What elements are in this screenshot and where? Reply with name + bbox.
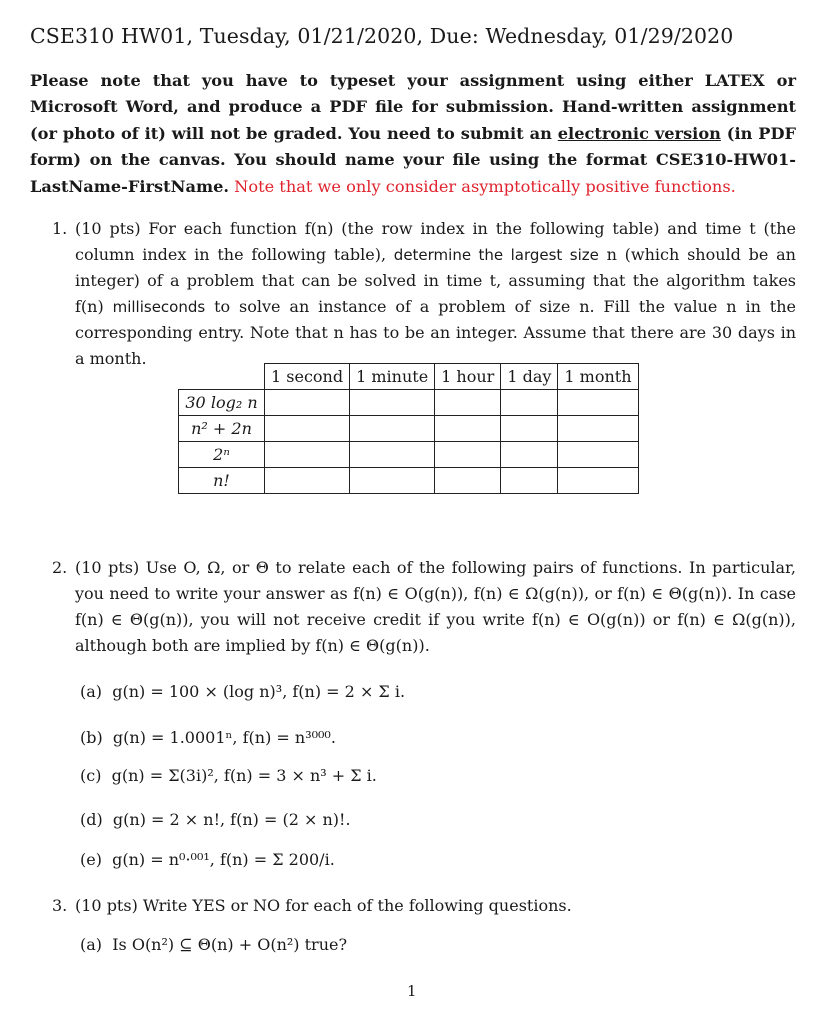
growth-table bbox=[178, 363, 639, 494]
column-header: 1 hour bbox=[435, 364, 501, 390]
sub-item-label: (c) bbox=[80, 766, 102, 785]
row-label: 30 log₂ n bbox=[179, 390, 265, 416]
intro-text-1: Please note that you have to typeset your assignment using either LATEX or Microsoft Word, and produce a PDF file for submission. Hand-written assignment (or photo of it) will not be graded. You need to submit an bbox=[30, 71, 796, 143]
sub-item-expr: g(n) = 1.0001ⁿ, f(n) = n³⁰⁰⁰. bbox=[112, 728, 336, 747]
intro-paragraph bbox=[30, 68, 796, 200]
sub-item bbox=[80, 935, 347, 954]
sub-item-expr: g(n) = 100 × (log n)³, f(n) = 2 × Σ i. bbox=[112, 682, 406, 701]
table-cell[interactable] bbox=[558, 468, 638, 494]
row-label: n² + 2n bbox=[179, 416, 265, 442]
table-cell[interactable] bbox=[350, 390, 435, 416]
question-1 bbox=[52, 216, 796, 372]
question-1-text-sans2: milliseconds bbox=[112, 298, 206, 316]
table-cell[interactable] bbox=[350, 468, 435, 494]
table-cell[interactable] bbox=[558, 390, 638, 416]
table-corner bbox=[179, 364, 265, 390]
sub-item-expr: Is O(n²) ⊆ Θ(n) + O(n²) true? bbox=[112, 935, 348, 954]
question-2-number: 2. bbox=[52, 558, 68, 577]
question-2-text: (10 pts) Use O, Ω, or Θ to relate each of the following pairs of functions. In particular, you need to write your answer as f(n) ∈ O(g(n)), f(n) ∈ Ω(g(n)), or f(n) ∈ Θ(g(n)). In case f(n) ∈ Θ(g(n)), you will not receive credit if you write f(n) ∈ O(g(n)) or f(n) ∈ Ω(g(n)), although both are implied by f(n) ∈ Θ(g(n)). bbox=[75, 558, 796, 655]
table-cell[interactable] bbox=[350, 442, 435, 468]
page-title: CSE310 HW01, Tuesday, 01/21/2020, Due: Wednesday, 01/29/2020 bbox=[30, 24, 734, 48]
question-1-number: 1. bbox=[52, 219, 68, 238]
sub-item-label: (d) bbox=[80, 810, 103, 829]
column-header: 1 day bbox=[501, 364, 558, 390]
row-label: n! bbox=[179, 468, 265, 494]
table-cell[interactable] bbox=[435, 468, 501, 494]
question-3 bbox=[52, 893, 796, 919]
table-cell[interactable] bbox=[558, 442, 638, 468]
table-cell[interactable] bbox=[435, 442, 501, 468]
table-header-row bbox=[179, 364, 639, 390]
table-cell[interactable] bbox=[265, 390, 350, 416]
table-row bbox=[179, 442, 639, 468]
red-note: Note that we only consider asymptotically positive functions. bbox=[234, 176, 736, 196]
table-cell[interactable] bbox=[265, 442, 350, 468]
table-cell[interactable] bbox=[435, 390, 501, 416]
question-1-text-a: (10 pts) For each function f(n) (the row index in the following table) and time t (the column index in the following table), bbox=[75, 219, 796, 264]
question-2 bbox=[52, 555, 796, 659]
table-cell[interactable] bbox=[265, 416, 350, 442]
intro-text-2: (in PDF form) on the canvas. You should name your file using the format CSE310-HW01-LastName-FirstName. bbox=[30, 123, 796, 196]
row-label: 2ⁿ bbox=[179, 442, 265, 468]
table-row bbox=[179, 390, 639, 416]
table-cell[interactable] bbox=[501, 442, 558, 468]
table-cell[interactable] bbox=[265, 468, 350, 494]
sub-item-label: (a) bbox=[80, 682, 103, 701]
question-1-text-c: to solve an instance of a problem of size n. Fill the value n in the corresponding entry. Note that n has to be an integer. Assume that there are 30 days in a month. bbox=[75, 297, 797, 368]
column-header: 1 second bbox=[265, 364, 350, 390]
table-row bbox=[179, 416, 639, 442]
sub-item bbox=[80, 728, 336, 747]
table-cell[interactable] bbox=[501, 390, 558, 416]
table-cell[interactable] bbox=[558, 416, 638, 442]
sub-item bbox=[80, 766, 377, 785]
question-3-text: (10 pts) Write YES or NO for each of the following questions. bbox=[75, 896, 572, 915]
sub-item-label: (b) bbox=[80, 728, 103, 747]
table-cell[interactable] bbox=[501, 468, 558, 494]
table-cell[interactable] bbox=[350, 416, 435, 442]
sub-item-label: (a) bbox=[80, 935, 103, 954]
column-header: 1 month bbox=[558, 364, 638, 390]
question-1-text-sans: determine the largest size bbox=[393, 246, 599, 264]
sub-item-expr: g(n) = Σ(3i)², f(n) = 3 × n³ + Σ i. bbox=[111, 766, 377, 785]
table-cell[interactable] bbox=[435, 416, 501, 442]
table-cell[interactable] bbox=[501, 416, 558, 442]
sub-item-expr: g(n) = 2 × n!, f(n) = (2 × n)!. bbox=[112, 810, 351, 829]
page-number: 1 bbox=[407, 982, 417, 1000]
sub-item-expr: g(n) = n⁰·⁰⁰¹, f(n) = Σ 200/i. bbox=[112, 850, 335, 869]
question-1-text-b: n (which should be an integer) of a problem that can be solved in time t, assuming that the algorithm takes f(n) bbox=[75, 245, 796, 316]
sub-item bbox=[80, 810, 351, 829]
question-3-number: 3. bbox=[52, 896, 68, 915]
table-row bbox=[179, 468, 639, 494]
sub-item-label: (e) bbox=[80, 850, 102, 869]
electronic-version-link[interactable]: electronic version bbox=[557, 123, 721, 143]
column-header: 1 minute bbox=[350, 364, 435, 390]
sub-item bbox=[80, 850, 335, 869]
sub-item bbox=[80, 682, 405, 701]
